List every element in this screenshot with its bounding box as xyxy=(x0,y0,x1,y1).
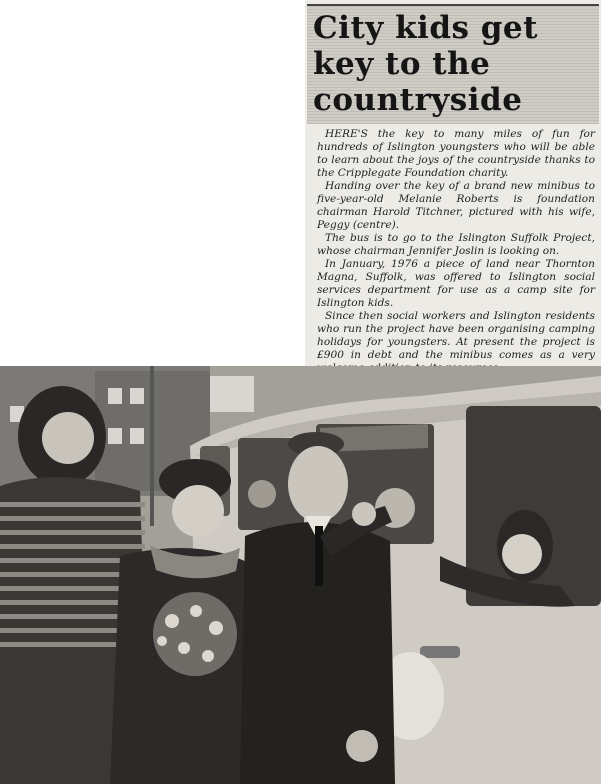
photo-illustration xyxy=(0,366,601,784)
article-body xyxy=(317,128,595,376)
article-paragraph-text: Since then social workers and Islington residents who run the project have been organising camping holidays for youngsters. At present the project is £900 in debt and the minibus comes as a very xyxy=(317,310,595,361)
article-paragraph: HERE'S the key to many miles of fun for hundreds of Islington youngsters who will be able to learn about the joys of the countryside thanks to the Cripplegate Foundation charity. xyxy=(317,128,595,179)
article-paragraph: In January, 1976 a piece of land near Thornton Magna, Suffolk, was offered to Islington social services department for use as a camp site for Islington kids. xyxy=(317,258,595,309)
news-photo xyxy=(0,366,601,784)
article-paragraph: Handing over the key of a brand new minibus to five-year-old Melanie Roberts is foundation chairman Harold Titchner, pictured with his wife, Peggy (centre). xyxy=(317,180,595,231)
article-headline: City kids get key to the countryside xyxy=(313,10,538,118)
headline-box xyxy=(307,4,599,124)
article-clipping xyxy=(305,0,601,368)
article-paragraph: The bus is to go to the Islington Suffolk Project, whose chairman Jennifer Joslin is looking on. xyxy=(317,232,595,257)
